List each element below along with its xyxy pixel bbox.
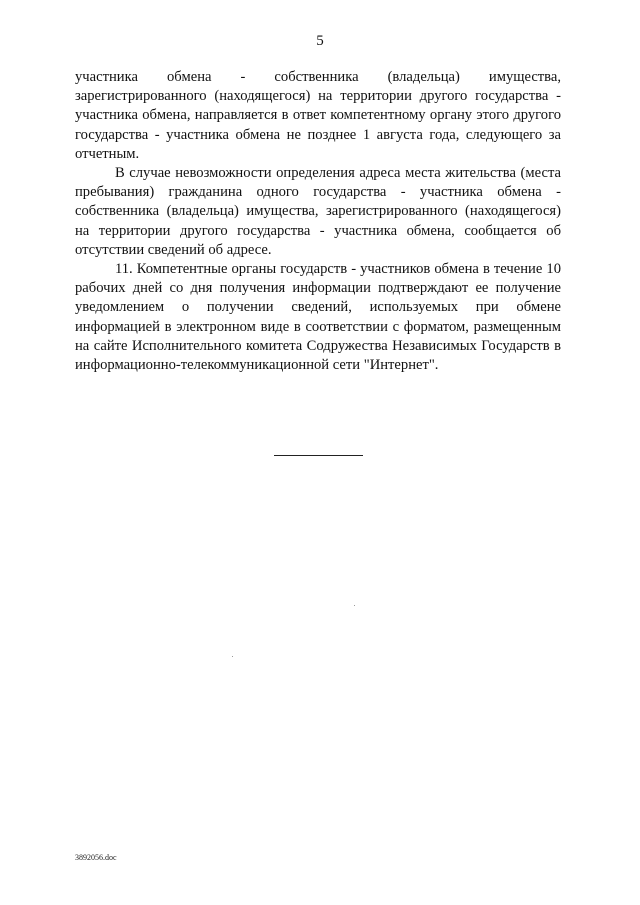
footer-document-code: 3892056.doc [75,853,117,862]
document-body [75,68,561,375]
scan-speck [232,656,233,657]
end-of-text-separator [274,455,363,456]
page-number: 5 [316,33,324,49]
paragraph-continuation: участника обмена - собственника (владельца) имущества, зарегистрированного (находящегося) на территории другого государства - участника обмена, направляется в ответ компетентному органу этого другого государства - участника обмена не позднее 1 августа года, следующего за отчетным. [75,69,561,162]
paragraph-address-unknown: В случае невозможности определения адреса места жительства (места пребывания) гражданина одного государства - участника обмена - собственника (владельца) имущества, зарегистрированного (находящегося) на территории другого государства - участника обмена, сообщается об отсутствии сведений об адресе. [75,165,561,258]
paragraph-11-confirmation: 11. Компетентные органы государств - участников обмена в течение 10 рабочих дней со дня получения информации подтверждают ее получение уведомлением о получении сведений, используемых при обмене информацией в электронном виде в соответствии с форматом, размещенным на сайте Исполнительного комитета Содружества Независимых Государств в информационно-телекоммуникационной сети "Интернет". [75,261,561,374]
scan-speck [354,605,355,606]
